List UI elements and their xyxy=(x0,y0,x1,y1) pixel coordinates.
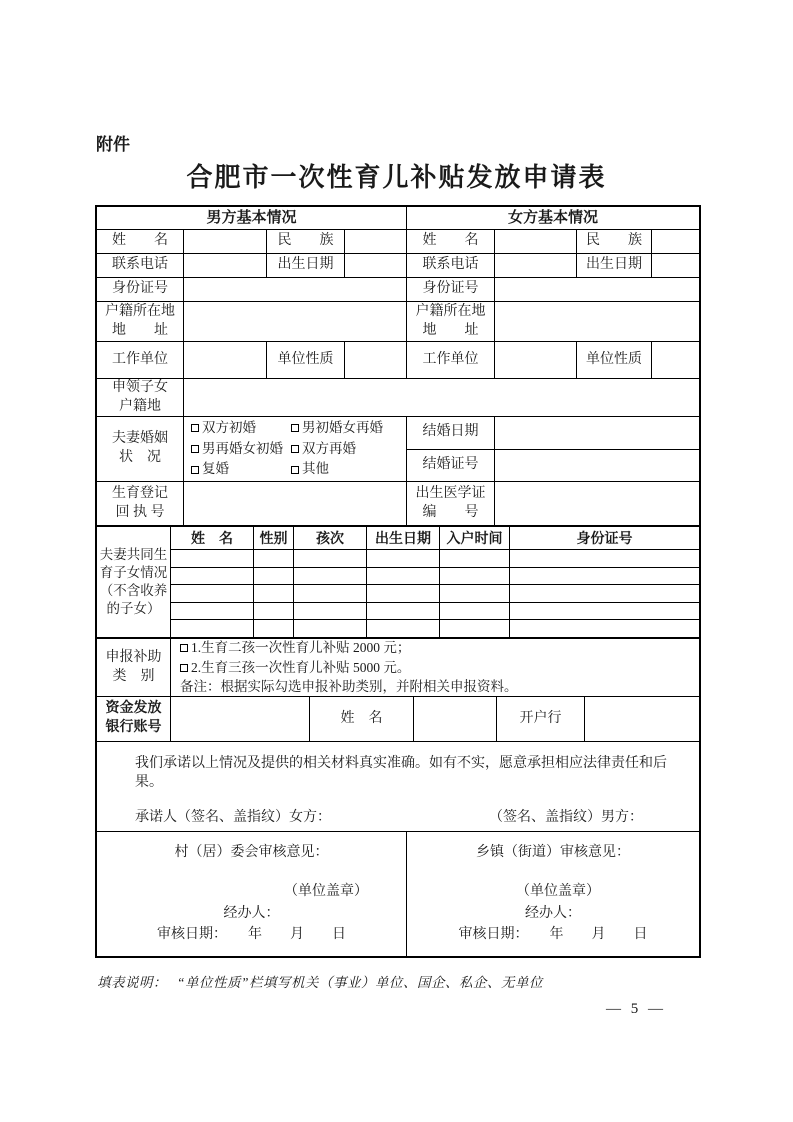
male-phone-input[interactable] xyxy=(184,254,267,277)
child-gender-input[interactable] xyxy=(254,550,294,567)
name-row xyxy=(97,230,699,254)
child-household-label: 申领子女 户籍地 xyxy=(97,379,184,416)
phone-row xyxy=(97,254,699,278)
children-table xyxy=(171,527,699,637)
checkbox-other[interactable]: 其他 xyxy=(291,459,329,480)
male-phone-label: 联系电话 xyxy=(97,254,184,277)
child-registration-header: 入户时间 xyxy=(440,527,510,549)
child-gender-header: 性别 xyxy=(254,527,294,549)
marital-row xyxy=(97,417,699,482)
subsidy-row xyxy=(97,639,699,697)
signature-male-label: （签名、盖指纹）男方： xyxy=(489,809,643,825)
checkbox-third-child-subsidy[interactable]: 2.生育三孩一次性育儿补贴 5000 元。 xyxy=(180,658,410,678)
child-registration-input[interactable] xyxy=(440,550,510,567)
children-table-row xyxy=(171,585,699,603)
male-name-input[interactable] xyxy=(184,230,267,253)
male-unit-type-label: 单位性质 xyxy=(267,342,345,378)
child-order-input[interactable] xyxy=(294,550,367,567)
children-row xyxy=(97,527,699,639)
marriage-cert-subrow xyxy=(407,450,699,482)
account-name-input[interactable] xyxy=(414,697,497,741)
male-employer-label: 工作单位 xyxy=(97,342,184,378)
checkbox-male-first-female-remarry[interactable]: 男初婚女再婚 xyxy=(291,418,383,439)
child-registration-input[interactable] xyxy=(440,603,510,620)
child-id-input[interactable] xyxy=(510,603,699,620)
marriage-date-label: 结婚日期 xyxy=(407,417,495,449)
child-id-header: 身份证号 xyxy=(576,532,633,547)
female-unit-type-label: 单位性质 xyxy=(577,342,652,378)
marital-options xyxy=(184,417,407,481)
bank-account-input[interactable] xyxy=(171,697,310,741)
village-seal-label: （单位盖章） xyxy=(284,883,368,899)
female-unit-type-input[interactable] xyxy=(652,342,699,378)
marriage-cert-label: 结婚证号 xyxy=(407,450,495,482)
subsidy-options xyxy=(171,639,699,696)
checkbox-icon[interactable] xyxy=(291,466,299,474)
checkbox-both-first-marriage[interactable]: 双方初婚 xyxy=(191,418,291,439)
male-address-input[interactable] xyxy=(184,302,407,341)
checkbox-icon[interactable] xyxy=(191,424,199,432)
female-employer-input[interactable] xyxy=(495,342,577,378)
checkbox-restored-marriage[interactable]: 复婚 xyxy=(191,459,291,480)
female-birthdate-input[interactable] xyxy=(652,254,699,277)
page-number: — 5 — xyxy=(606,1001,666,1017)
child-registration-input[interactable] xyxy=(440,568,510,585)
village-review-date: 审核日期： 年 月 日 xyxy=(157,927,346,943)
child-id-input[interactable] xyxy=(510,568,699,585)
children-table-header xyxy=(171,527,699,550)
child-id-input[interactable] xyxy=(510,620,699,637)
child-name-header: 姓 名 xyxy=(171,527,254,549)
child-birthdate-input[interactable] xyxy=(367,603,440,620)
child-birthdate-header: 出生日期 xyxy=(367,527,440,549)
child-name-input[interactable] xyxy=(171,550,254,567)
child-gender-input[interactable] xyxy=(254,568,294,585)
male-section-header: 男方基本情况 xyxy=(97,207,407,229)
child-name-input[interactable] xyxy=(171,585,254,602)
child-household-row xyxy=(97,379,699,417)
town-review-title: 乡镇（街道）审核意见： xyxy=(476,845,630,860)
section-header-row xyxy=(97,207,699,230)
child-id-input[interactable] xyxy=(510,585,699,602)
children-label: 夫妻共同生 育子女情况 （不含收养 的子女） xyxy=(97,527,171,637)
commitment-section xyxy=(97,742,699,831)
male-birthdate-input[interactable] xyxy=(345,254,407,277)
child-registration-input[interactable] xyxy=(440,620,510,637)
id-row xyxy=(97,278,699,302)
child-order-input[interactable] xyxy=(294,568,367,585)
commitment-row xyxy=(97,742,699,832)
birth-reg-label: 生育登记 回 执 号 xyxy=(97,482,184,525)
child-gender-input[interactable] xyxy=(254,620,294,637)
checkbox-icon[interactable] xyxy=(191,466,199,474)
female-id-input[interactable] xyxy=(495,278,699,301)
instructions-text: “单位性质”栏填写机关（事业）单位、国企、私企、无单位 xyxy=(177,975,544,990)
child-birthdate-input[interactable] xyxy=(367,585,440,602)
male-name-label: 姓 名 xyxy=(97,230,184,253)
child-birthdate-input[interactable] xyxy=(367,620,440,637)
male-id-label: 身份证号 xyxy=(97,278,184,301)
commitment-statement: 我们承诺以上情况及提供的相关材料真实准确。如有不实，愿意承担相应法律责任和后果。 xyxy=(135,756,667,790)
female-address-input[interactable] xyxy=(495,302,699,341)
subsidy-label: 申报补助 类 别 xyxy=(97,639,171,696)
female-ethnicity-label: 民 族 xyxy=(577,230,652,253)
checkbox-icon[interactable] xyxy=(191,445,199,453)
children-table-row xyxy=(171,550,699,568)
marital-label: 夫妻婚姻 状 况 xyxy=(97,417,184,481)
female-id-label: 身份证号 xyxy=(407,278,495,301)
child-name-input[interactable] xyxy=(171,620,254,637)
female-name-label: 姓 名 xyxy=(407,230,495,253)
town-handler-label: 经办人： xyxy=(525,905,581,921)
village-handler-label: 经办人： xyxy=(223,905,280,921)
form-instructions xyxy=(97,971,543,991)
female-ethnicity-input[interactable] xyxy=(652,230,699,253)
page-title: 合肥市一次性育儿补贴发放申请表 xyxy=(186,163,607,192)
review-row xyxy=(97,832,699,956)
child-order-input[interactable] xyxy=(294,603,367,620)
male-ethnicity-label: 民 族 xyxy=(267,230,345,253)
bank-branch-label: 开户行 xyxy=(497,697,585,741)
checkbox-icon[interactable] xyxy=(291,445,299,453)
child-order-input[interactable] xyxy=(294,585,367,602)
account-name-label: 姓 名 xyxy=(310,697,414,741)
children-table-row xyxy=(171,568,699,586)
female-phone-input[interactable] xyxy=(495,254,577,277)
checkbox-male-remarry-female-first[interactable]: 男再婚女初婚 xyxy=(191,439,291,460)
checkbox-icon[interactable] xyxy=(180,644,188,652)
child-name-input[interactable] xyxy=(171,603,254,620)
checkbox-icon[interactable] xyxy=(291,424,299,432)
marriage-date-subrow xyxy=(407,417,699,450)
male-employer-input[interactable] xyxy=(184,342,267,378)
village-review-cell xyxy=(97,832,407,956)
male-ethnicity-input[interactable] xyxy=(345,230,407,253)
application-form-table xyxy=(95,205,701,958)
med-cert-label: 出生医学证 编 号 xyxy=(407,482,495,525)
village-review-title: 村（居）委会审核意见： xyxy=(174,845,329,860)
children-table-row xyxy=(171,620,699,637)
birth-reg-row xyxy=(97,482,699,527)
female-name-input[interactable] xyxy=(495,230,577,253)
birth-reg-input[interactable] xyxy=(184,482,407,525)
employer-row xyxy=(97,342,699,379)
female-birthdate-label: 出生日期 xyxy=(577,254,652,277)
male-address-label: 户籍所在地 地 址 xyxy=(97,302,184,341)
child-order-input[interactable] xyxy=(294,620,367,637)
town-review-date: 审核日期： 年 月 日 xyxy=(458,927,648,943)
town-seal-label: （单位盖章） xyxy=(516,883,600,899)
instructions-label: 填表说明： xyxy=(97,975,167,990)
male-unit-type-input[interactable] xyxy=(345,342,407,378)
address-row xyxy=(97,302,699,342)
female-employer-label: 工作单位 xyxy=(407,342,495,378)
med-cert-input[interactable] xyxy=(495,482,699,525)
bank-row xyxy=(97,697,699,742)
marriage-date-input[interactable] xyxy=(495,417,699,449)
checkbox-second-child-subsidy[interactable]: 1.生育二孩一次性育儿补贴 2000 元； xyxy=(180,639,410,658)
child-gender-input[interactable] xyxy=(254,585,294,602)
subsidy-note: 备注：根据实际勾选申报补助类别，并附相关申报资料。 xyxy=(180,679,518,695)
child-id-input[interactable] xyxy=(510,550,699,567)
signature-female-label: 承诺人（签名、盖指纹）女方： xyxy=(135,809,331,825)
checkbox-icon[interactable] xyxy=(180,664,188,672)
attachment-label: 附件 xyxy=(96,135,130,154)
male-id-input[interactable] xyxy=(184,278,407,301)
female-section-header: 女方基本情况 xyxy=(507,209,598,226)
child-name-input[interactable] xyxy=(171,568,254,585)
marriage-cert-input[interactable] xyxy=(495,450,699,482)
bank-branch-input[interactable] xyxy=(585,697,699,741)
child-birthdate-input[interactable] xyxy=(367,568,440,585)
child-order-header: 孩次 xyxy=(294,527,367,549)
child-gender-input[interactable] xyxy=(254,603,294,620)
child-household-input[interactable] xyxy=(184,379,699,416)
child-birthdate-input[interactable] xyxy=(367,550,440,567)
children-table-row xyxy=(171,603,699,621)
female-phone-label: 联系电话 xyxy=(407,254,495,277)
town-review-cell xyxy=(407,832,699,956)
male-birthdate-label: 出生日期 xyxy=(267,254,345,277)
bank-account-label: 资金发放 银行账号 xyxy=(97,697,171,741)
checkbox-both-remarry[interactable]: 双方再婚 xyxy=(291,439,356,460)
female-address-label: 户籍所在地 地 址 xyxy=(407,302,495,341)
child-registration-input[interactable] xyxy=(440,585,510,602)
